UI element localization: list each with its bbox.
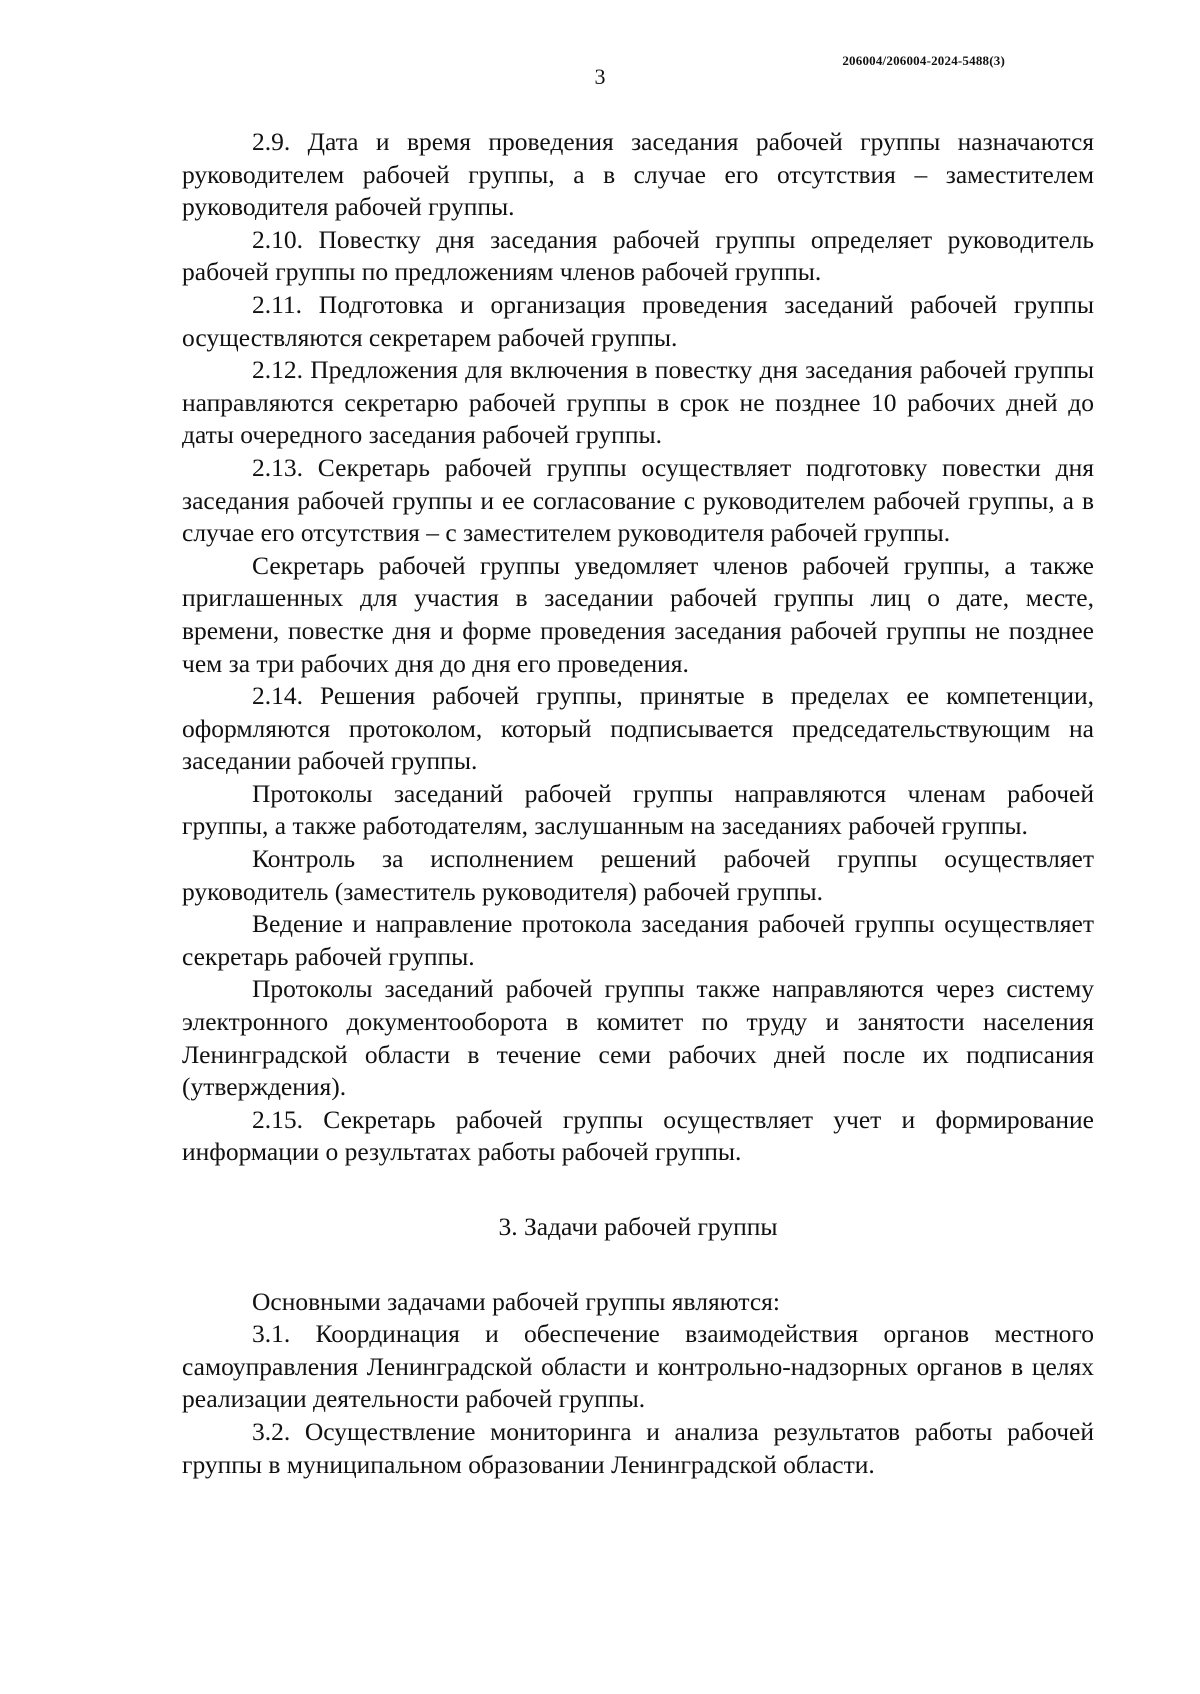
- paragraph-2-11: 2.11. Подготовка и организация проведения заседаний рабочей группы осуществляются секретарем рабочей группы.: [182, 289, 1094, 352]
- paragraph-2-14-control: Контроль за исполнением решений рабочей группы осуществляет руководитель (заместитель руководителя) рабочей группы.: [182, 844, 1094, 906]
- paragraph-2-12: 2.12. Предложения для включения в повестку дня заседания рабочей группы направляются секретарю рабочей группы в срок не позднее 10 рабочих дней до даты очередного заседания рабочей группы.: [182, 355, 1094, 450]
- paragraph-2-15: 2.15. Секретарь рабочей группы осуществляет учет и формирование информации о результатах работы рабочей группы.: [182, 1104, 1094, 1167]
- paragraph-2-13-notify: Секретарь рабочей группы уведомляет членов рабочей группы, а также приглашенных для участия в заседании рабочей группы лиц о дате, месте, времени, повестке дня и форме проведения заседания рабочей группы не позднее чем за три рабочих дня до дня его проведения.: [182, 550, 1094, 678]
- document-number: 206004/206004-2024-5488(3): [842, 53, 1005, 68]
- paragraph-2-14-protocols: Протоколы заседаний рабочей группы направляются членам рабочей группы, а также работодателям, заслушанным на заседаниях рабочей группы.: [182, 778, 1094, 841]
- paragraph-2-9: 2.9. Дата и время проведения заседания рабочей группы назначаются руководителем рабочей группы, а в случае его отсутствия – заместителем руководителя рабочей группы.: [182, 127, 1094, 222]
- paragraph-2-10: 2.10. Повестку дня заседания рабочей группы определяет руководитель рабочей группы по предложениям членов рабочей группы.: [182, 224, 1094, 287]
- paragraph-2-14-keeping: Ведение и направление протокола заседания рабочей группы осуществляет секретарь рабочей группы.: [182, 909, 1094, 971]
- paragraph-3-1: 3.1. Координация и обеспечение взаимодействия органов местного самоуправления Ленинградской области и контрольно-надзорных органов в целях реализации деятельности рабочей группы.: [182, 1319, 1094, 1414]
- paragraph-2-14-edo: Протоколы заседаний рабочей группы также направляются через систему электронного документооборота в комитет по труду и занятости населения Ленинградской области в течение семи рабочих дней после их подписания (утверждения).: [182, 974, 1094, 1102]
- paragraph-2-13: 2.13. Секретарь рабочей группы осуществляет подготовку повестки дня заседания рабочей группы и ее согласование с руководителем рабочей группы, а в случае его отсутствия – с заместителем руководителя рабочей группы.: [182, 452, 1094, 548]
- paragraph-tasks-intro: Основными задачами рабочей группы являются:: [252, 1286, 780, 1316]
- paragraph-2-14: 2.14. Решения рабочей группы, принятые в пределах ее компетенции, оформляются протоколом, который подписывается председательствующим на заседании рабочей группы.: [182, 681, 1094, 776]
- section-heading: 3. Задачи рабочей группы: [498, 1212, 778, 1241]
- paragraph-3-2: 3.2. Осуществление мониторинга и анализа результатов работы рабочей группы в муниципальном образовании Ленинградской области.: [182, 1416, 1094, 1479]
- page-number: 3: [594, 64, 606, 89]
- document-body: [182, 126, 1094, 1481]
